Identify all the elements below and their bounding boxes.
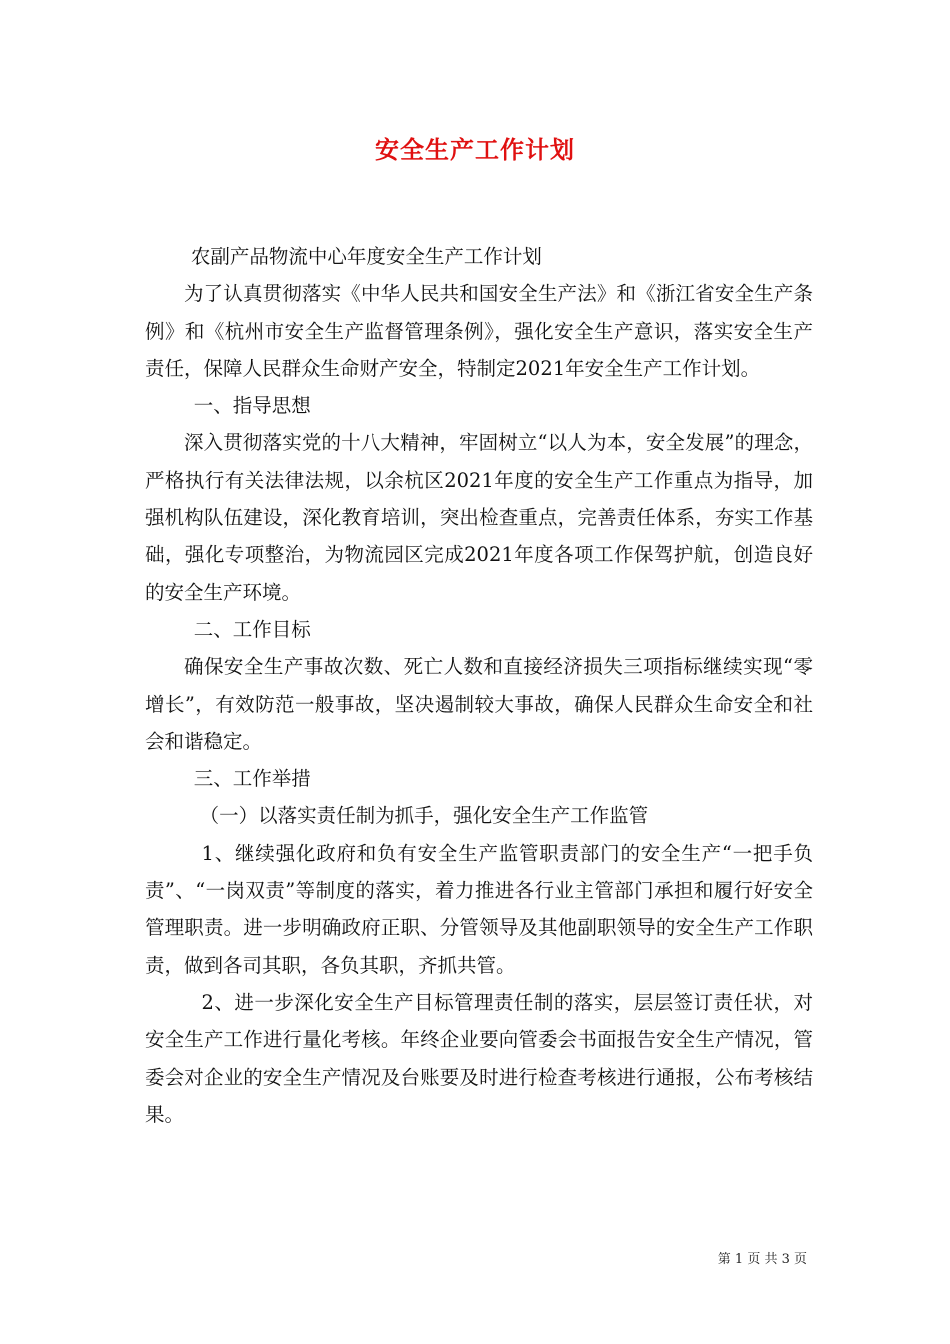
section-heading-work-measures: 三、工作举措 — [193, 767, 311, 791]
document-body — [145, 238, 813, 1133]
section-paragraph-guiding-ideology: 深入贯彻落实党的十八大精神，牢固树立“以人为本，安全发展”的理念，严格执行有关法律法规，以余杭区2021年度的安全生产工作重点为指导，加强机构队伍建设，深化教育培训，突出检查重点，完善责任体系，夯实工作基础，强化专项整治，为物流园区完成2021年度各项工作保驾护航，创造良好的安全生产环境。 — [145, 431, 813, 604]
list-item-2: 2、进一步深化安全生产目标管理责任制的落实，层层签订责任状，对安全生产工作进行量化考核。年终企业要向管委会书面报告安全生产情况，管委会对企业的安全生产情况及台账要及时进行检查考核进行通报，公布考核结果。 — [145, 990, 813, 1126]
list-item-1: 1、继续强化政府和负有安全生产监管职责部门的安全生产“一把手负责”、“一岗双责”等制度的落实，着力推进各行业主管部门承担和履行好安全管理职责。进一步明确政府正职、分管领导及其他副职领导的安全生产工作职责，做到各司其职，各负其职，齐抓共管。 — [145, 841, 813, 977]
document-title: 安全生产工作计划 — [375, 135, 575, 164]
page-number: 第 1 页 共 3 页 — [717, 1252, 807, 1267]
subsection-heading-responsibility: （一）以落实责任制为抓手，强化安全生产工作监管 — [199, 804, 649, 828]
intro-paragraph: 为了认真贯彻落实《中华人民共和国安全生产法》和《浙江省安全生产条例》和《杭州市安全生产监督管理条例》，强化安全生产意识，落实安全生产责任，保障人民群众生命财产安全，特制定2021年安全生产工作计划。 — [145, 282, 813, 380]
section-heading-work-goals: 二、工作目标 — [193, 617, 311, 641]
section-heading-guiding-ideology: 一、指导思想 — [193, 394, 311, 418]
document-subtitle: 农副产品物流中心年度安全生产工作计划 — [190, 245, 542, 268]
section-paragraph-work-goals: 确保安全生产事故次数、死亡人数和直接经济损失三项指标继续实现“零增长”，有效防范一般事故，坚决遏制较大事故，确保人民群众生命安全和社会和谐稳定。 — [145, 655, 813, 753]
